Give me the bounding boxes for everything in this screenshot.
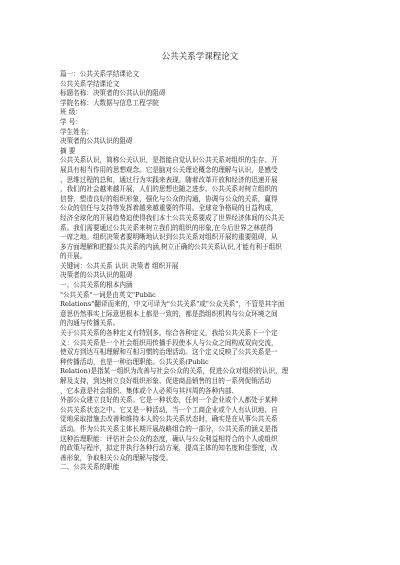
text-line: 决策者的公共认识的阻碍 — [60, 137, 133, 146]
text-line: 公共关系状态之中。它又是一种活动，当一个工商企业或个人有认识地、自 — [60, 405, 278, 414]
text-line: 种传播活动，也是一种治理职能。公共关系(Public — [60, 357, 209, 366]
text-line: 一席之地。组织决策者要明晰地认识到公共关系对组织开展的重要阻碍，从 — [60, 233, 278, 242]
text-line: 的沟通与传播关系。 — [60, 319, 120, 328]
text-line: 解及支持，到达树立良好组织形象、促进商品销售的目的一系列促销活动 — [60, 377, 271, 385]
text-line: 公共关系学结课论文 — [60, 79, 120, 88]
text-line: 公共关系认识，简称公关认识，是指能自觉认识公共关系对组织的生存、开 — [60, 156, 278, 165]
text-line: 学 号： — [60, 117, 82, 126]
text-line: 摘 要 — [60, 146, 76, 155]
text-line: 一、公共关系的根本内涵 — [60, 281, 133, 290]
text-line: ，它本意是社会组织、集体或个人必须与其四周的各种内部、 — [60, 386, 239, 395]
text-line: 信誉，塑造良好的组织形象，强化与公众的沟通，协调与公众的关系，赢得 — [60, 194, 278, 203]
text-line: 外部公众建立良好的关系。它是一种状态，任何一个企业或个人都处于某种 — [60, 396, 278, 405]
text-line: 班 级： — [60, 108, 82, 117]
text-line: 展具有相当作用的思想观念。它是脑对公关理论概念的理解与认识，是感受 — [60, 165, 278, 174]
text-line: 篇一：公共关系学结课论文 — [60, 70, 140, 78]
text-line: 觉地采取措施去改善和维持本人的公共关系状态时，确实是在从事公共关系 — [60, 415, 278, 424]
text-line: Relation)是指某一组织为改善与社会公众的关系，促进公众对组织的认识，理 — [60, 367, 289, 376]
text-line: 关键词：公共关系 认识 决策者 组织开展 — [60, 261, 179, 270]
text-line: 系。我们需要通过公共关系来树立我们的组织的形象,在今后世界之林获得 — [60, 223, 274, 232]
text-line: ，我们的社会越来越开展，人们的思想也随之进步。公共关系对树立组织的 — [60, 185, 278, 194]
text-line: 二、公共关系的职能 — [60, 463, 120, 472]
text-line: 活动。作为公共关系主体长期开展战略组合的一部分，公共关系的涵义是指 — [60, 424, 278, 433]
text-line: Relations"翻译而来的，中文可译为"公共关系"或"公众关系"，不管是其字面 — [60, 300, 285, 309]
text-line: 义：公共关系是一个社会组织用传播手段使本人与公众之间构成双向交流， — [60, 338, 278, 347]
text-line: 意思仍然事实上际意思根本上都是一致的，都是指组织机构与公众环境之间 — [60, 309, 278, 318]
text-line: 的开展。 — [60, 252, 87, 261]
text-line: 决策者的公共认识的阻碍 — [60, 271, 133, 280]
text-line: 学院名称：大数据与信息工程学院 — [60, 98, 159, 107]
document-body — [60, 70, 342, 473]
text-line: 的政策与程序，拟定并执行各种行动方案，提高主体的知名度和佳誉度，改 — [60, 444, 278, 453]
text-line: 、思维过程的总和，通过行为实践来表现。随着改革开放和经济的迅速开展 — [60, 175, 278, 184]
text-line: 经济全球化的开展趋势迫使得我们本土公共关系要成了世界经济体间的公共关 — [60, 213, 285, 222]
text-line: 公众的信任与支持等发挥着越来越重要的作用。全球竞争格局的日益构成， — [60, 204, 278, 213]
text-line: 学生姓名： — [60, 127, 93, 136]
text-line: 多方面理解和把握公共关系的内涵,树立正确的公共关系认识,才能有利于组织 — [60, 242, 282, 251]
text-line: 标题名称：决策者的公共认识的阻碍 — [60, 89, 166, 98]
text-line: 善形象，争取相关公众的理解与接受。 — [60, 453, 173, 462]
document-title: 公共关系学课程论文 — [161, 52, 239, 62]
text-line: "公共关系"一词是由英文"Public — [60, 290, 156, 299]
text-line: 这种治理职能：评估社会公众的态度，确认与公众利益相符合的个人或组织 — [60, 434, 278, 443]
text-line: 使双方到达互相理解和互相习惯的治理活动。这个定义反映了公共关系是一 — [60, 348, 278, 357]
text-line: 关于公共关系的各种定义有特别多。综合各种定义，我给公共关系下一个定 — [60, 329, 278, 338]
